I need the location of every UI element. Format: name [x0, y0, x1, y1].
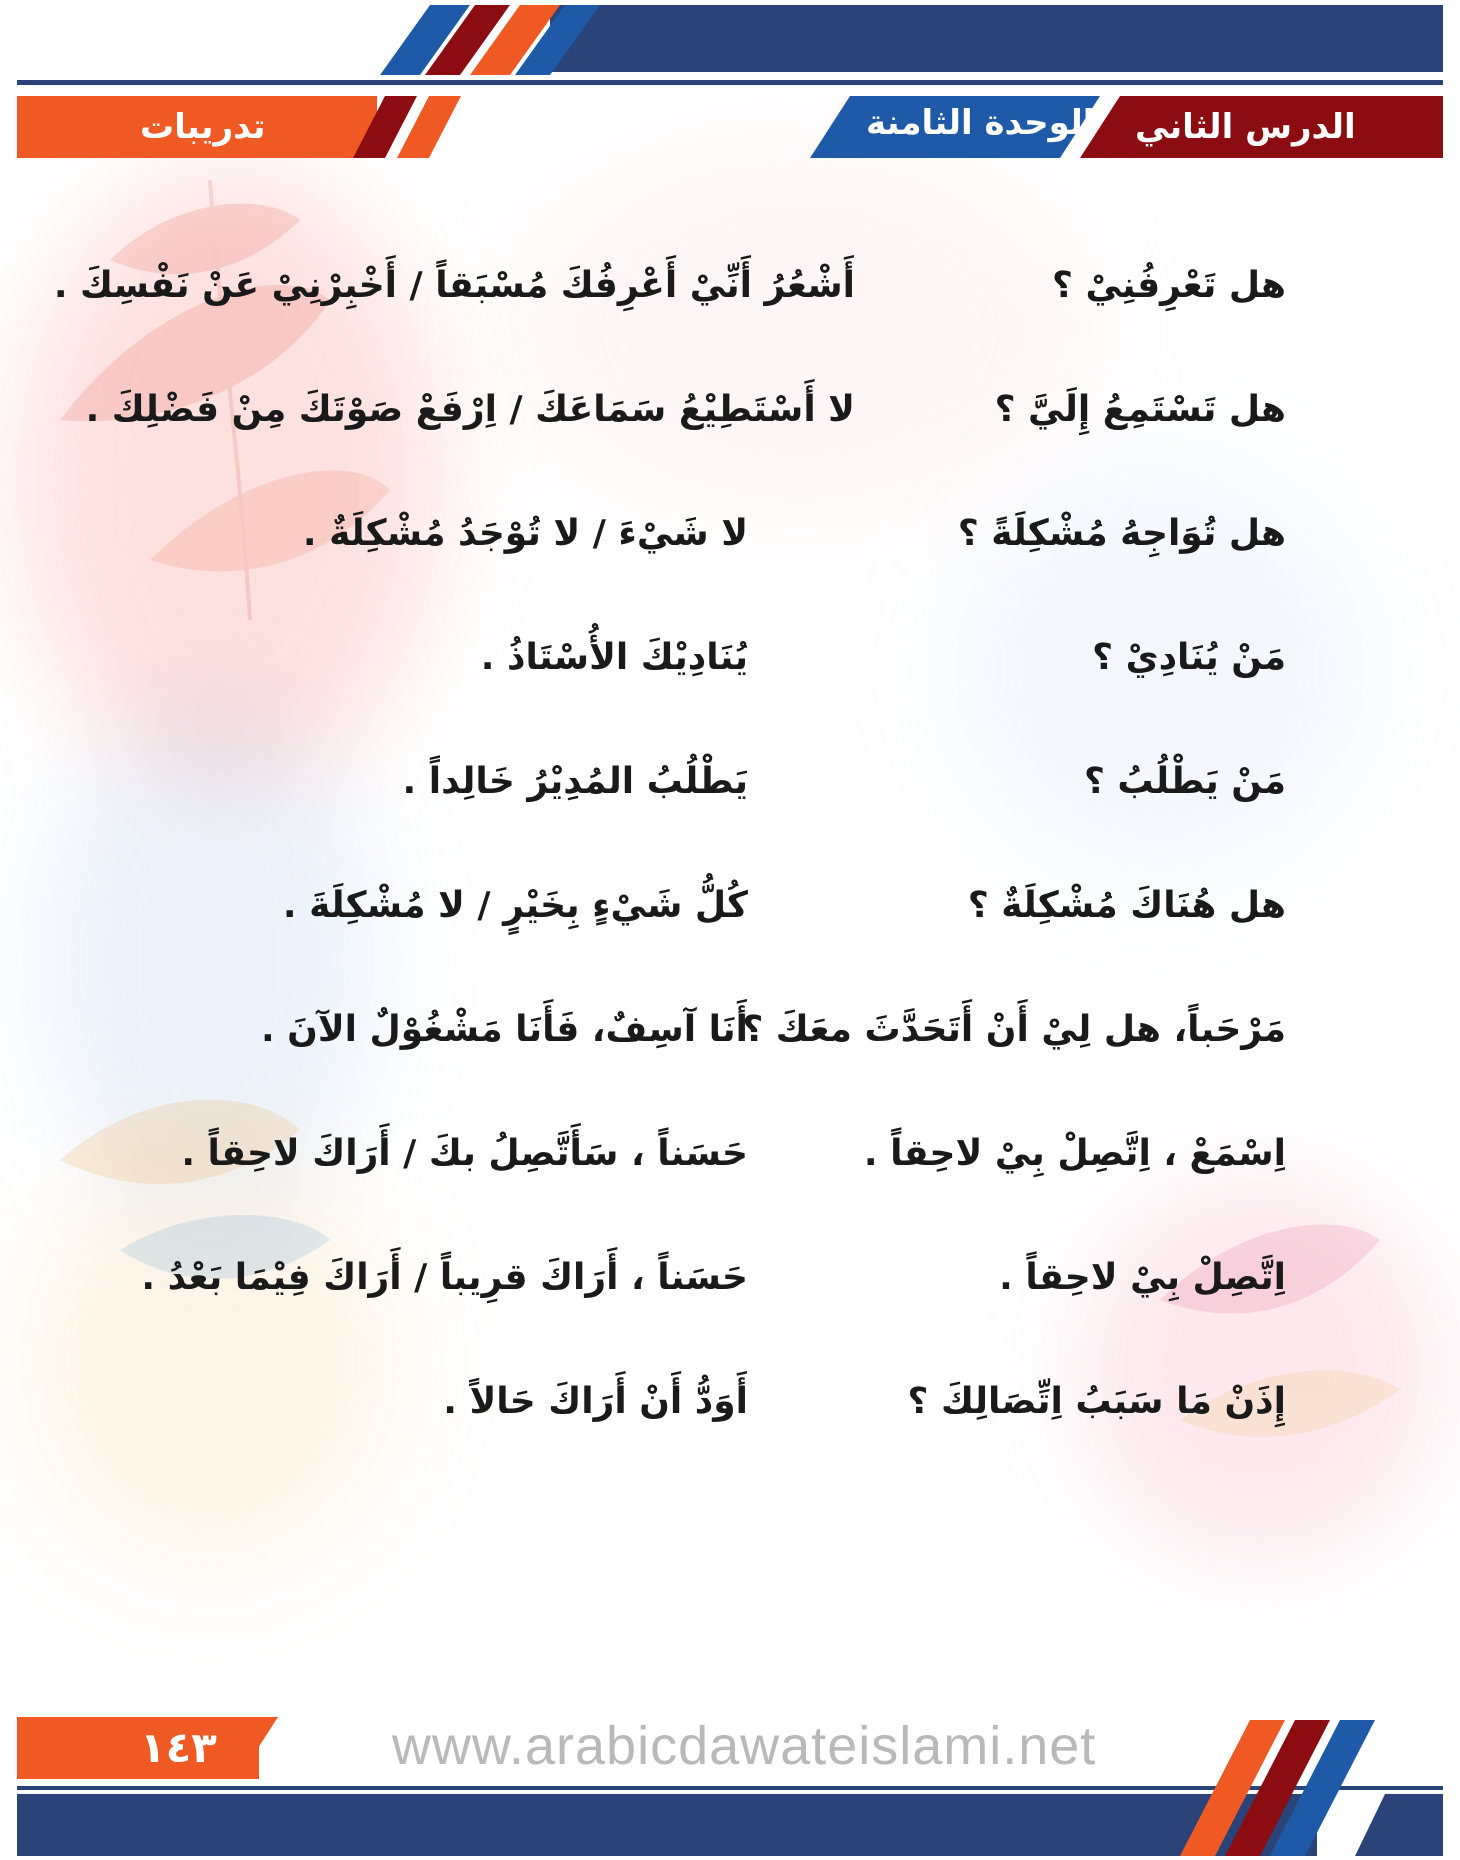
dialogue-row — [0, 370, 1460, 450]
page-number-tab — [228, 1717, 278, 1779]
dialogue-row — [0, 1238, 1460, 1318]
footer-stripes — [1120, 1720, 1460, 1856]
answer-text: كُلُّ شَيْءٍ بِخَيْرٍ / لا مُشْكِلَةَ . — [282, 885, 748, 926]
dialogue-row — [0, 618, 1460, 698]
question-text: إِذَنْ مَا سَبَبُ اِتِّصَالِكَ ؟ — [907, 1381, 1286, 1422]
header-left-stripes — [345, 96, 485, 158]
dialogue-row — [0, 494, 1460, 574]
answer-text: لا شَيْءَ / لا تُوْجَدُ مُشْكِلَةٌ . — [302, 513, 748, 554]
dialogue-row — [0, 1114, 1460, 1194]
page-number: ١٤٣ — [140, 1723, 217, 1772]
dialogue-row — [0, 246, 1460, 326]
question-text: اِسْمَعْ ، اِتَّصِلْ بِيْ لاحِقاً . — [863, 1133, 1286, 1174]
unit-label: الوحدة الثامنة — [866, 103, 1095, 143]
question-text: مَنْ يُنَادِيْ ؟ — [1092, 637, 1286, 678]
answer-text: أَشْعُرُ أَنِّيْ أَعْرِفُكَ مُسْبَقاً / أَخْبِرْنِيْ عَنْ نَفْسِكَ . — [53, 265, 855, 306]
answer-text: يُنَادِيْكَ الأُسْتَاذُ . — [480, 637, 748, 678]
dialogue-row — [0, 990, 1460, 1070]
question-text: هل تَعْرِفُنِيْ ؟ — [1052, 265, 1286, 306]
answer-text: لا أَسْتَطِيْعُ سَمَاعَكَ / اِرْفَعْ صَوْتَكَ مِنْ فَضْلِكَ . — [85, 389, 855, 430]
header-stripes — [360, 5, 600, 75]
question-text: مَنْ يَطْلُبُ ؟ — [1083, 761, 1286, 802]
section-label: تدريبات — [140, 107, 266, 147]
lesson-label: الدرس الثاني — [1135, 107, 1356, 147]
dialogue-row — [0, 1362, 1460, 1442]
question-text: هل هُنَاكَ مُشْكِلَةٌ ؟ — [967, 885, 1286, 926]
answer-text: أَوَدُّ أَنْ أَرَاكَ حَالاً . — [443, 1381, 748, 1422]
answer-text: حَسَناً ، سَأَتَّصِلُ بكَ / أَرَاكَ لاحِقاً . — [181, 1133, 748, 1174]
website-watermark: www.arabicdawateislami.net — [392, 1716, 1097, 1776]
question-text: هل تُوَاجِهُ مُشْكِلَةً ؟ — [957, 513, 1286, 554]
question-text: اِتَّصِلْ بِيْ لاحِقاً . — [999, 1257, 1286, 1298]
answer-text: أَنَا آسِفٌ، فَأَنَا مَشْغُوْلٌ الآنَ . — [260, 1009, 748, 1050]
page-number-band — [17, 1717, 259, 1779]
question-text: هل تَسْتَمِعُ إِلَيَّ ؟ — [994, 389, 1286, 430]
answer-text: يَطْلُبُ المُدِيْرُ خَالِداً . — [402, 761, 748, 802]
header-divider — [17, 80, 1443, 85]
dialogue-row — [0, 742, 1460, 822]
question-text: مَرْحَباً، هل لِيْ أَنْ أَتَحَدَّثَ معَكَ ؟ — [742, 1009, 1286, 1050]
dialogue-row — [0, 866, 1460, 946]
answer-text: حَسَناً ، أَرَاكَ قرِيباً / أَرَاكَ فِيْمَا بَعْدُ . — [141, 1257, 748, 1298]
header-top-band — [550, 5, 1443, 72]
